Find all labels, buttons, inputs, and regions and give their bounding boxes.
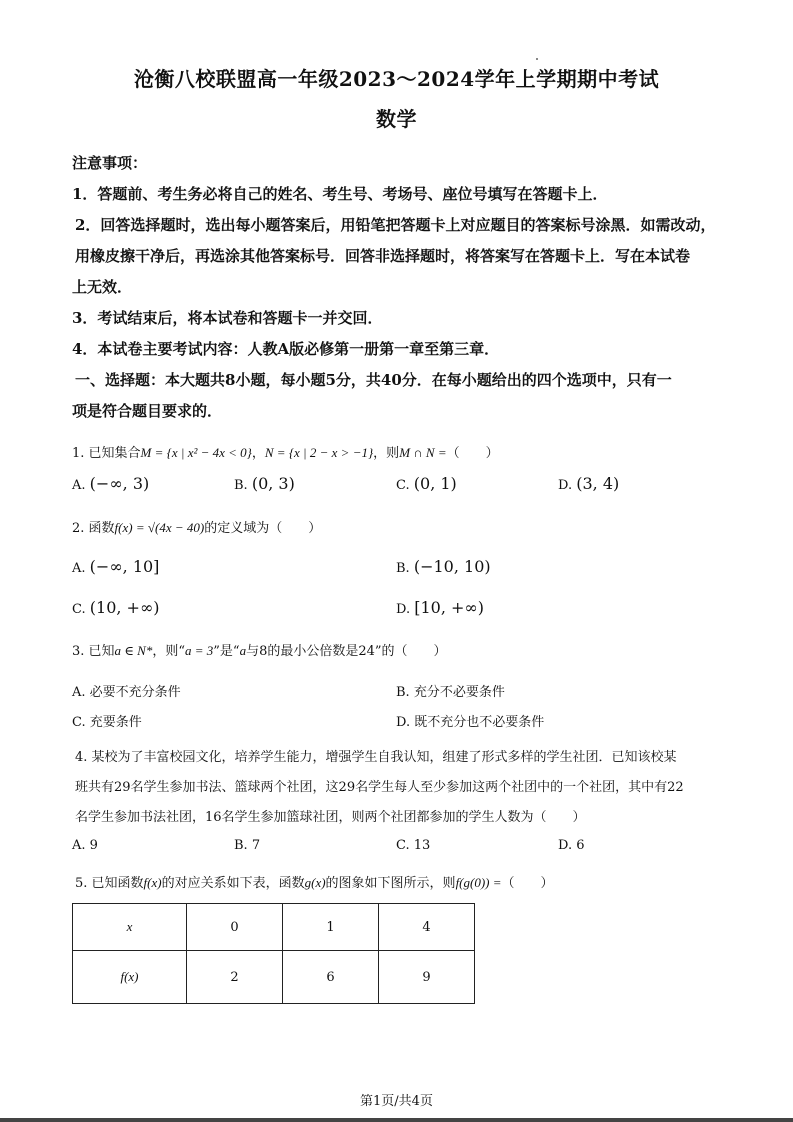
note-2-line-1: 2．回答选择题时，选出每小题答案后，用铅笔把答题卡上对应题目的答案标号涂黑．如需改动， (75, 216, 716, 234)
q5-prefix: 5. 已知函数 (75, 876, 144, 891)
option-label: D. (558, 838, 573, 853)
option-label: C. (396, 478, 410, 493)
question-5 (75, 872, 554, 891)
table-cell: 0 (187, 904, 283, 951)
note-4: 4．本试卷主要考试内容：人教A版必修第一册第一章至第三章． (72, 340, 500, 358)
option-value: 13 (413, 838, 431, 853)
page-number: 第1页/共4页 (360, 1094, 433, 1109)
option-label: C. (396, 838, 410, 853)
option-value: 充分不必要条件 (413, 685, 505, 700)
function-table (72, 903, 475, 1004)
notes-heading: 注意事项： (72, 154, 148, 172)
option-value: 既不充分也不必要条件 (414, 715, 545, 730)
q4-option-a[interactable] (72, 838, 98, 853)
q1-option-b[interactable] (234, 474, 295, 493)
q3-option-c[interactable] (72, 711, 142, 730)
q1-set-m: M = {x | x² − 4x < 0} (140, 445, 252, 460)
q5-g: g(x) (304, 875, 326, 890)
q1-option-c[interactable] (396, 474, 457, 493)
q1-expr: M ∩ N = (399, 445, 447, 460)
bottom-divider (0, 1118, 793, 1122)
q2-func: f(x) = √(4x − 40) (114, 520, 205, 535)
table-header-fx: f(x) (73, 951, 187, 1004)
option-label: C. (72, 715, 86, 730)
q1-option-a[interactable] (72, 474, 149, 493)
q3-option-a[interactable] (72, 681, 181, 700)
q2-suffix: 的定义域为（ ） (204, 521, 322, 536)
q4-option-d[interactable] (558, 838, 585, 853)
option-value: [10, +∞) (414, 598, 484, 617)
table-cell: 6 (283, 951, 379, 1004)
q5-expr: f(g(0)) = (455, 875, 502, 890)
option-value: (0, 3) (251, 474, 295, 493)
option-value: 必要不充分条件 (89, 685, 181, 700)
q1-ask: ，则 (373, 446, 400, 461)
table-header-x: x (73, 904, 187, 951)
exam-title: 沧衡八校联盟高一年级2023～2024学年上学期期中考试 (133, 67, 660, 91)
q2-option-b[interactable] (396, 557, 491, 576)
q3-option-b[interactable] (396, 681, 505, 700)
note-3: 3．考试结束后，将本试卷和答题卡一并交回． (72, 309, 383, 327)
q5-mid: 的对应关系如下表，函数 (161, 876, 305, 891)
option-value: 6 (576, 838, 585, 853)
q3-mid: ，则“ (152, 644, 185, 659)
option-value: (−∞, 3) (89, 474, 150, 493)
q5-mid2: 的图象如下图所示，则 (325, 876, 456, 891)
table-row (73, 904, 475, 951)
question-4-line-3: 名学生参加书法社团，16名学生参加篮球社团，则两个社团都参加的学生人数为（ ） (75, 810, 586, 825)
section1-line-1: 一、选择题：本大题共8小题，每小题5分，共40分．在每小题给出的四个选项中，只有一 (75, 371, 672, 389)
q3-prefix: 3. 已知 (72, 644, 115, 659)
question-2 (72, 517, 321, 536)
option-value: 9 (89, 838, 98, 853)
question-4-line-1: 4. 某校为了丰富校园文化，培养学生能力，增强学生自我认知，组建了形式多样的学生社团．已知该校某 (75, 750, 677, 765)
table-cell: 9 (379, 951, 475, 1004)
q3-suffix: 与8的最小公倍数是24”的（ ） (246, 644, 447, 659)
q2-option-c[interactable] (72, 598, 160, 617)
option-value: (10, +∞) (89, 598, 160, 617)
option-label: C. (72, 602, 86, 617)
question-4-line-2: 班共有29名学生参加书法、篮球两个社团，这29名学生每人至少参加这两个社团中的一个社团，其中有22 (75, 780, 684, 795)
q2-option-a[interactable] (72, 557, 159, 576)
option-value: 7 (251, 838, 261, 853)
option-value: (0, 1) (413, 474, 457, 493)
q1-prefix: 1. 已知集合 (72, 446, 141, 461)
q2-option-d[interactable] (396, 598, 484, 617)
section1-line-2: 项是符合题目要求的． (72, 402, 223, 420)
q2-prefix: 2. 函数 (72, 521, 115, 536)
option-label: B. (234, 478, 248, 493)
q1-set-n: N = {x | 2 − x > −1} (264, 445, 374, 460)
option-value: (3, 4) (576, 474, 620, 493)
option-value: (−∞, 10] (89, 557, 160, 576)
q1-option-d[interactable] (558, 474, 619, 493)
option-label: B. (234, 838, 248, 853)
q3-cond2: a = 3 (185, 643, 214, 658)
q3-var: a (239, 643, 247, 658)
option-label: D. (396, 715, 411, 730)
q1-sep: ， (251, 446, 265, 461)
option-label: D. (396, 602, 411, 617)
table-row (73, 951, 475, 1004)
note-2-line-3: 上无效． (72, 278, 133, 296)
exam-subject: 数学 (376, 107, 417, 131)
q4-option-b[interactable] (234, 838, 260, 853)
q3-cond: a ∈ N* (114, 643, 153, 658)
option-value: 充要条件 (89, 715, 142, 730)
table-cell: 1 (283, 904, 379, 951)
q4-option-c[interactable] (396, 838, 430, 853)
option-label: B. (396, 561, 410, 576)
note-2-line-2: 用橡皮擦干净后，再选涂其他答案标号．回答非选择题时，将答案写在答题卡上．写在本试卷 (75, 247, 691, 265)
q3-option-d[interactable] (396, 711, 544, 730)
note-1: 1．答题前、考生务必将自己的姓名、考生号、考场号、座位号填写在答题卡上． (72, 185, 608, 203)
option-label: A. (72, 685, 86, 700)
option-label: A. (72, 478, 86, 493)
q3-mid2: ”是“ (213, 644, 240, 659)
option-label: A. (72, 561, 86, 576)
option-label: A. (72, 838, 86, 853)
q5-blank: （ ） (501, 876, 554, 891)
q5-f: f(x) (143, 875, 162, 890)
q1-blank: （ ） (446, 446, 499, 461)
question-3 (72, 640, 447, 659)
table-cell: 4 (379, 904, 475, 951)
option-value: (−10, 10) (413, 557, 491, 576)
option-label: D. (558, 478, 573, 493)
question-1 (72, 442, 499, 461)
option-label: B. (396, 685, 410, 700)
scan-dot (536, 58, 538, 60)
table-cell: 2 (187, 951, 283, 1004)
